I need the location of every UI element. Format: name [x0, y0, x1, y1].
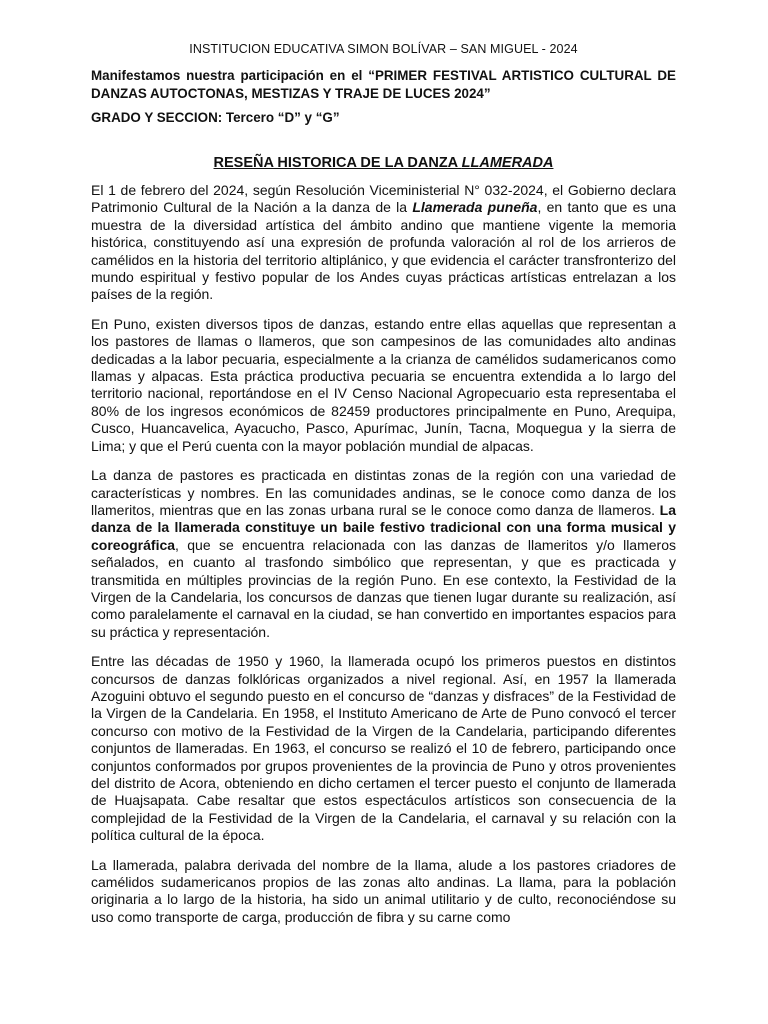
paragraph-3-part-b: , que se encuentra relacionada con las danzas de llameritos y/o llameros señalados, en cuanto al trasfondo simbólico que representan, y que es practicada y transmitida en múltiples provincias de la región Puno. En ese contexto, la Festividad de la Virgen de la Candelaria, los concursos de danzas que tienen lugar durante su realización, así como paralelamente el carnaval en la ciudad, se han convertido en importantes espacios para su práctica y representación. — [91, 536, 676, 640]
paragraph-4: Entre las décadas de 1950 y 1960, la llamerada ocupó los primeros puestos en distintos concursos de danzas folklóricas organizados a nivel regional. Así, en 1957 la llamerada Azoguini obtuvo el segundo puesto en el concurso de “danzas y disfraces” de la Festividad de la Virgen de la Candelaria. En 1958, el Instituto Americano de Arte de Puno convocó el tercer concurso con motivo de la Festividad de la Virgen de la Candelaria, participando diferentes conjuntos de llameradas. En 1963, el concurso se realizó el 10 de febrero, participando once conjuntos conformados por grupos provenientes de la provincia de Puno y otros provenientes del distrito de Acora, obteniendo en dicho certamen el tercer puesto el conjunto de llamerada de Huajsapata. Cabe resaltar que estos espectáculos artísticos son consecuencia de la complejidad de la Festividad de la Virgen de la Candelaria, el carnaval y su relación con la política cultural de la época. — [91, 653, 676, 844]
paragraph-3 — [91, 467, 676, 641]
paragraph-1-part-a: El 1 de febrero del 2024, según Resolución Viceministerial N° 032-2024, el Gobierno declara Patrimonio Cultural de la Nación a la danza de la — [91, 182, 676, 216]
document-title — [91, 155, 676, 171]
paragraph-1-emphasis: Llamerada puneña — [412, 199, 538, 216]
paragraph-3-bold: La danza de la llamerada constituye un baile festivo tradicional con una forma musical y coreográfica — [91, 501, 676, 553]
paragraph-3-part-a: La danza de pastores es practicada en distintas zonas de la región con una variedad de características y nombres. En las comunidades andinas, se le conoce como danza de los llameritos, mientras que en las zonas urbana rural se le conoce como danza de llameros. — [91, 467, 676, 518]
title-prefix: RESEÑA HISTORICA DE LA DANZA — [213, 155, 462, 171]
title-dance-name: LLAMERADA — [461, 155, 554, 171]
participation-statement: Manifestamos nuestra participación en el “PRIMER FESTIVAL ARTISTICO CULTURAL DE DANZAS AUTOCTONAS, MESTIZAS Y TRAJE DE LUCES 2024” — [91, 68, 676, 101]
paragraph-5: La llamerada, palabra derivada del nombre de la llama, alude a los pastores criadores de camélidos sudamericanos propios de las zonas alto andinas. La llama, para la población originaria a lo largo de la historia, ha sido un animal utilitario y de culto, reconociéndose su uso como transporte de carga, producción de fibra y su carne como — [91, 856, 676, 925]
paragraph-1-part-b: , en tanto que es una muestra de la diversidad artística del ámbito andino que mantiene vigente la memoria histórica, constituyendo así una expresión de profunda valoración al rol de los arrieros de camélidos en la historia del territorio altiplánico, y que evidencia el carácter transfronterizo del mundo espiritual y festivo popular de los Andes cuyas prácticas artísticas entrelazan a los países de la región. — [91, 199, 676, 303]
grade-section-line: GRADO Y SECCION: Tercero “D” y “G” — [91, 110, 340, 125]
paragraph-2: En Puno, existen diversos tipos de danzas, estando entre ellas aquellas que representan a los pastores de llamas o llameros, que son campesinos de las comunidades alto andinas dedicadas a la labor pecuaria, especialmente a la crianza de camélidos sudamericanos como llamas y alpacas. Esta práctica productiva pecuaria se encuentra extendida a lo largo del territorio nacional, reportándose en el IV Censo Nacional Agropecuario esta representaba el 80% de los ingresos económicos de 82459 productores principalmente en Puno, Arequipa, Cusco, Huancavelica, Ayacucho, Pasco, Apurímac, Junín, Tacna, Moquegua y la sierra de Lima; y que el Perú cuenta con la mayor población mundial de alpacas. — [91, 315, 676, 454]
document-body — [91, 182, 676, 938]
institution-header: INSTITUCION EDUCATIVA SIMON BOLÍVAR – SAN MIGUEL - 2024 — [189, 42, 578, 56]
paragraph-1 — [91, 182, 676, 304]
